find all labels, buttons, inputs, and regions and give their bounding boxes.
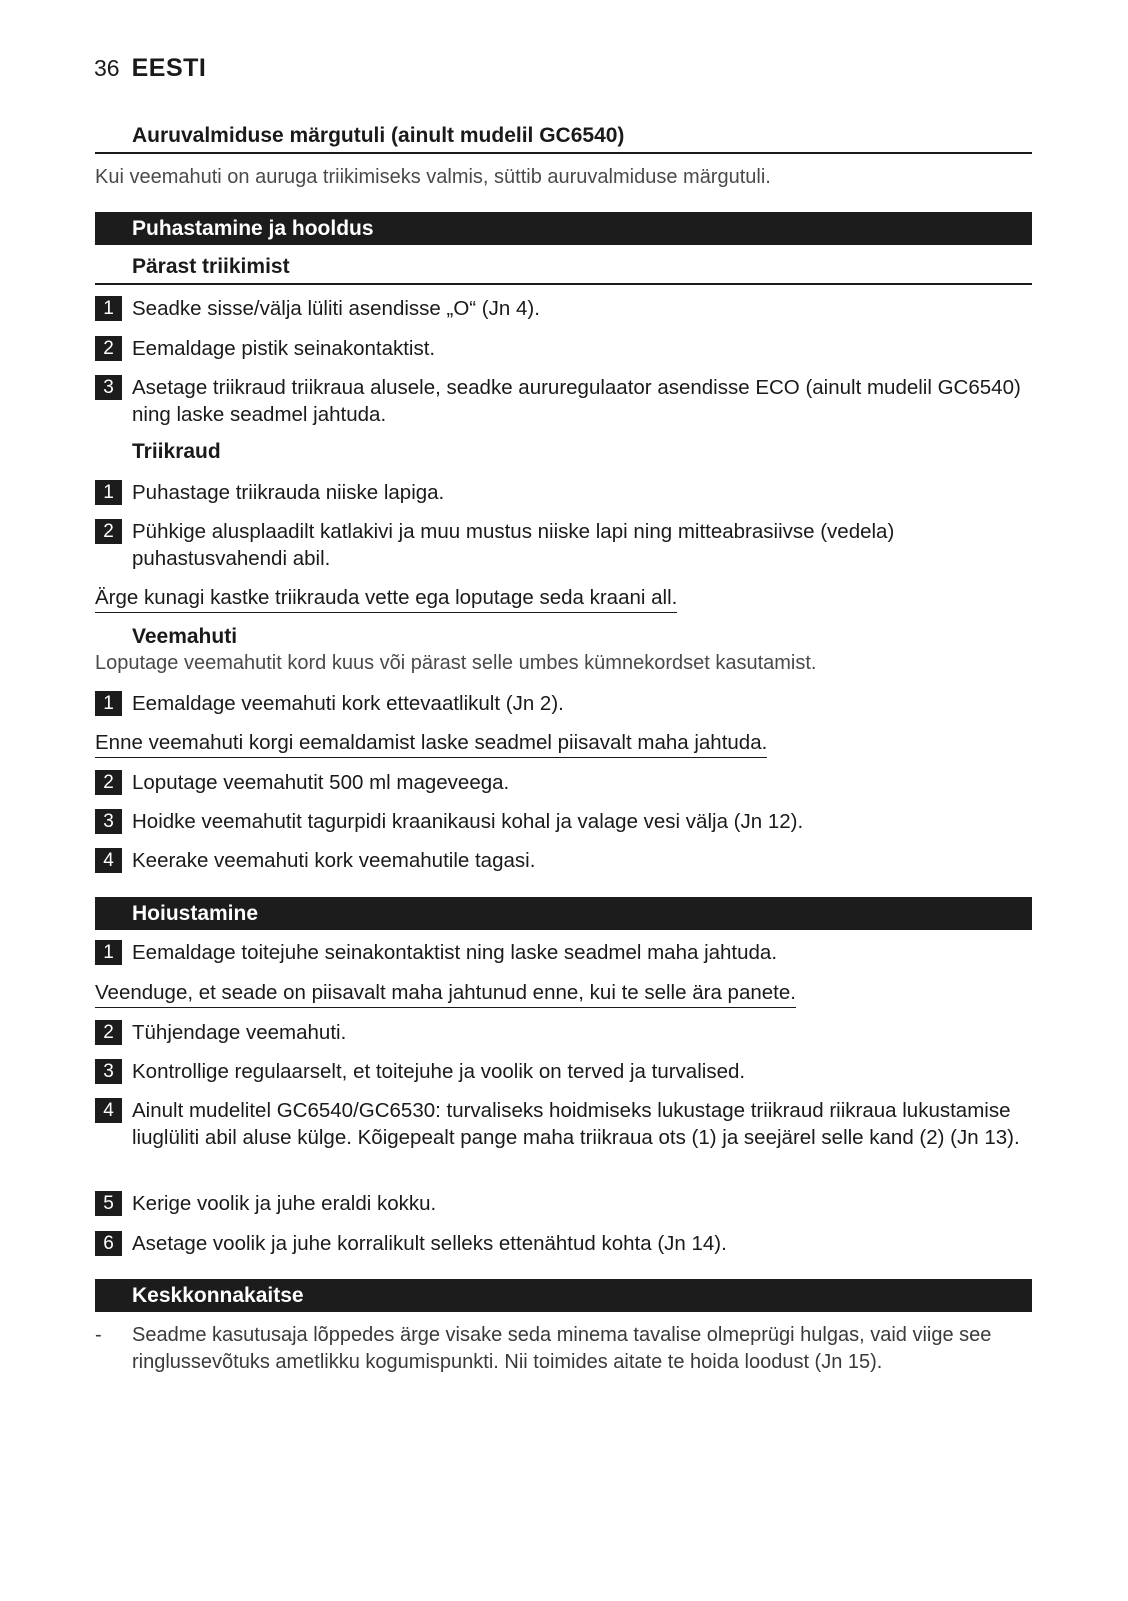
step-number: 2 [95, 519, 122, 544]
step-text: Tühjendage veemahuti. [132, 1021, 347, 1044]
step-text: Asetage voolik ja juhe korralikult selleks ettenähtud kohta (Jn 14). [132, 1232, 727, 1255]
step-number: 5 [95, 1191, 122, 1216]
page-language: EESTI [131, 54, 207, 82]
step-number: 6 [95, 1231, 122, 1256]
step-item [95, 690, 1032, 717]
step-text: Kerige voolik ja juhe eraldi kokku. [132, 1192, 437, 1215]
step-item [95, 808, 1032, 835]
step-item [95, 1019, 1032, 1046]
warning-note: Ärge kunagi kastke triikrauda vette ega loputage seda kraani all. [95, 584, 677, 613]
warning-note: Veenduge, et seade on piisavalt maha jahtunud enne, kui te selle ära panete. [95, 979, 796, 1008]
step-text: Keerake veemahuti kork veemahutile tagasi. [132, 849, 536, 872]
after-ironing-heading: Pärast triikimist [95, 252, 1032, 285]
warning-note: Enne veemahuti korgi eemaldamist laske seadmel piisavalt maha jahtuda. [95, 729, 767, 758]
page-number: 36 [94, 55, 120, 81]
step-number: 1 [95, 691, 122, 716]
step-item [95, 1058, 1032, 1085]
step-number: 3 [95, 809, 122, 834]
step-item [95, 295, 1032, 322]
step-item [95, 1230, 1032, 1257]
step-item [95, 374, 1032, 428]
iron-heading: Triikraud [132, 440, 221, 463]
section-bar-cleaning: Puhastamine ja hooldus [95, 212, 1032, 245]
step-text: Eemaldage toitejuhe seinakontaktist ning laske seadmel maha jahtuda. [132, 941, 778, 964]
step-text: Ainult mudelitel GC6540/GC6530: turvaliseks hoidmiseks lukustage triikraud riikraua lukustamise liuglüliti abil aluse külge. Kõigepealt pange maha triikraua ots (1) ja seejärel selle kand (2) (Jn 13). [132, 1099, 1020, 1149]
step-text: Loputage veemahutit 500 ml mageveega. [132, 771, 510, 794]
step-item [95, 1097, 1032, 1151]
tank-heading: Veemahuti [132, 625, 238, 648]
section-bar-environment: Keskkonnakaitse [95, 1279, 1032, 1312]
step-number: 1 [95, 940, 122, 965]
step-number: 4 [95, 848, 122, 873]
step-item [95, 847, 1032, 874]
bullet-dash: - [95, 1324, 102, 1346]
step-item [95, 518, 1032, 572]
step-text: Seadke sisse/välja lüliti asendisse „O“ (Jn 4). [132, 297, 540, 320]
step-text: Eemaldage veemahuti kork ettevaatlikult (Jn 2). [132, 692, 564, 715]
step-number: 2 [95, 770, 122, 795]
step-number: 3 [95, 1059, 122, 1084]
step-number: 3 [95, 375, 122, 400]
tank-intro: Loputage veemahutit kord kuus või pärast selle umbes kümnekordset kasutamist. [95, 652, 817, 674]
step-number: 1 [95, 480, 122, 505]
steam-indicator-heading: Auruvalmiduse märgutuli (ainult mudelil GC6540) [95, 121, 1032, 154]
step-item [95, 1190, 1032, 1217]
step-number: 2 [95, 336, 122, 361]
step-item [95, 769, 1032, 796]
step-number: 2 [95, 1020, 122, 1045]
step-number: 4 [95, 1098, 122, 1123]
bullet-text: Seadme kasutusaja lõppedes ärge visake seda minema tavalise olmeprügi hulgas, vaid viige see ringlussevõtuks ametlikku kogumispunkti. Nii toimides aitate te hoida loodust (Jn 15). [132, 1324, 992, 1373]
step-text: Puhastage triikrauda niiske lapiga. [132, 481, 445, 504]
bullet-item [95, 1322, 1032, 1376]
step-item [95, 939, 1032, 966]
step-number: 1 [95, 296, 122, 321]
page-header [94, 54, 206, 90]
step-text: Pühkige alusplaadilt katlakivi ja muu mustus niiske lapi ning mitteabrasiivse (vedela) puhastusvahendi abil. [132, 520, 895, 570]
step-text: Kontrollige regulaarselt, et toitejuhe ja voolik on terved ja turvalised. [132, 1060, 746, 1083]
step-text: Eemaldage pistik seinakontaktist. [132, 337, 436, 360]
steam-indicator-text: Kui veemahuti on auruga triikimiseks valmis, süttib auruvalmiduse märgutuli. [95, 166, 771, 188]
step-text: Hoidke veemahutit tagurpidi kraanikausi kohal ja valage vesi välja (Jn 12). [132, 810, 804, 833]
step-item [95, 335, 1032, 362]
section-bar-storage: Hoiustamine [95, 897, 1032, 930]
step-text: Asetage triikraud triikraua alusele, seadke aururegulaator asendisse ECO (ainult mudelil GC6540) ning laske seadmel jahtuda. [132, 376, 1021, 426]
step-item [95, 479, 1032, 506]
